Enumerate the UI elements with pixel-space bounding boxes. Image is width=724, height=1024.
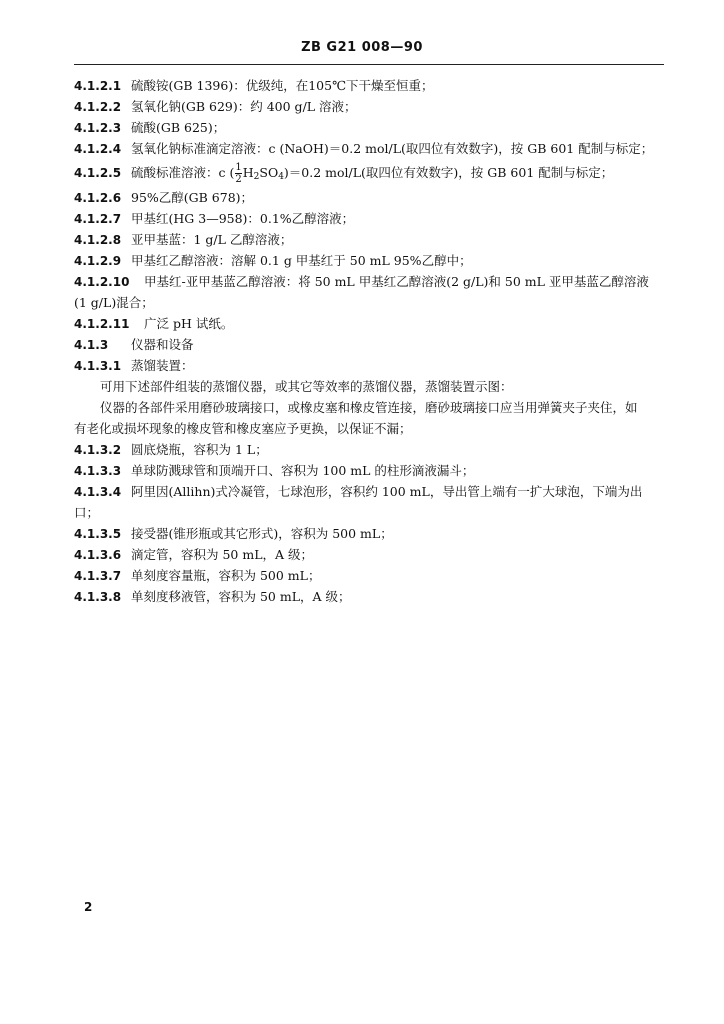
clause-number: 4.1.2.3: [74, 121, 122, 135]
clause-4-1-3-7: [74, 565, 666, 586]
paragraph-joints-continuation: 有老化或损坏现象的橡皮管和橡皮塞应予更换，以保证不漏；: [74, 421, 412, 436]
clause-number: 4.1.2.8: [74, 233, 122, 247]
paragraph-joints: 仪器的各部件采用磨砂玻璃接口，或橡皮塞和橡皮管连接，磨砂玻璃接口应当用弹簧夹子夹住，如: [100, 400, 638, 415]
clause-number: 4.1.2.2: [74, 100, 122, 114]
clause-text: 蒸馏装置：: [131, 358, 194, 373]
clause-4-1-3-2: [74, 439, 666, 460]
clause-4-1-2-5: [74, 159, 666, 187]
clause-text: 单刻度移液管，容积为 50 mL，A 级；: [131, 589, 351, 604]
clause-text: 单刻度容量瓶，容积为 500 mL；: [131, 568, 321, 583]
clause-text: 硫酸铵(GB 1396)：优级纯，在105℃下干燥至恒重；: [131, 78, 434, 93]
clause-4-1-2-2: [74, 96, 666, 117]
clause-text: 氢氧化钠(GB 629)：约 400 g/L 溶液；: [131, 99, 357, 114]
clause-4-1-3-8: [74, 586, 666, 607]
clause-text: 接受器(锥形瓶或其它形式)，容积为 500 mL；: [131, 526, 393, 541]
standard-code-header: ZB G21 008—90: [301, 40, 423, 55]
clause-4-1-3-4-continuation: 口；: [74, 505, 100, 520]
document-body: [74, 75, 666, 607]
clause-text-pre: 硫酸标准溶液：c (: [131, 165, 235, 180]
clause-text: 圆底烧瓶，容积为 1 L；: [131, 442, 268, 457]
clause-4-1-2-1: [74, 75, 666, 96]
clause-number: 4.1.2.11: [74, 317, 130, 331]
clause-text: 甲基红-亚甲基蓝乙醇溶液：将 50 mL 甲基红乙醇溶液(2 g/L)和 50 mL 亚甲基蓝乙醇溶液: [144, 274, 649, 289]
clause-number: 4.1.2.6: [74, 191, 122, 205]
clause-text: 硫酸(GB 625)；: [131, 120, 226, 135]
clause-number: 4.1.2.4: [74, 142, 122, 156]
clause-text-post: )＝0.2 mol/L(取四位有效数字)，按 GB 601 配制与标定；: [283, 165, 614, 180]
chem-h: H: [242, 165, 254, 180]
clause-text: 广泛 pH 试纸。: [144, 316, 234, 331]
clause-number: 4.1.3.2: [74, 443, 122, 457]
clause-4-1-2-11: [74, 313, 666, 334]
clause-number: 4.1.3.7: [74, 569, 122, 583]
clause-number: 4.1.3.6: [74, 548, 122, 562]
clause-4-1-2-10-continuation: (1 g/L)混合；: [74, 295, 154, 310]
chem-subscript: 2: [253, 172, 260, 182]
fraction-numerator: 1: [235, 162, 242, 173]
clause-text: 甲基红(HG 3—958)：0.1%乙醇溶液；: [131, 211, 355, 226]
chem-so: SO: [259, 165, 279, 180]
clause-4-1-2-3: [74, 117, 666, 138]
clause-4-1-3-5: [74, 523, 666, 544]
clause-4-1-2-6: [74, 187, 666, 208]
clause-4-1-2-8: [74, 229, 666, 250]
clause-number: 4.1.2.9: [74, 254, 122, 268]
clause-text: 滴定管，容积为 50 mL，A 级；: [131, 547, 314, 562]
clause-4-1-2-10: [74, 271, 666, 292]
clause-4-1-2-9: [74, 250, 666, 271]
clause-text: 氢氧化钠标准滴定溶液：c (NaOH)＝0.2 mol/L(取四位有效数字)，按 GB 601 配制与标定；: [131, 141, 654, 156]
clause-number: 4.1.3.5: [74, 527, 122, 541]
section-number: 4.1.3: [74, 338, 109, 352]
chem-subscript: 4: [278, 172, 284, 182]
clause-number: 4.1.3.8: [74, 590, 122, 604]
page-number: 2: [84, 900, 93, 914]
clause-4-1-2-4: [74, 138, 666, 159]
clause-4-1-3-1: [74, 355, 666, 376]
clause-number: 4.1.2.7: [74, 212, 122, 226]
clause-number: 4.1.2.1: [74, 79, 122, 93]
clause-text: 阿里因(Allihn)式冷凝管，七球泡形，容积约 100 mL，导出管上端有一扩大球泡，下端为出: [131, 484, 643, 499]
fraction: [235, 162, 241, 185]
paragraph-distillation-apparatus: 可用下述部件组装的蒸馏仪器，或其它等效率的蒸馏仪器，蒸馏装置示图：: [100, 379, 513, 394]
section-4-1-3: [74, 334, 666, 355]
clause-number: 4.1.2.5: [74, 166, 122, 180]
clause-4-1-3-3: [74, 460, 666, 481]
clause-text: 亚甲基蓝：1 g/L 乙醇溶液；: [131, 232, 293, 247]
clause-number: 4.1.3.1: [74, 359, 122, 373]
clause-number: 4.1.2.10: [74, 275, 130, 289]
clause-number: 4.1.3.4: [74, 485, 122, 499]
header-rule: [74, 64, 664, 65]
clause-text: 甲基红乙醇溶液：溶解 0.1 g 甲基红于 50 mL 95%乙醇中；: [131, 253, 472, 268]
fraction-denominator: 2: [235, 174, 242, 185]
section-title: 仪器和设备: [131, 337, 194, 352]
clause-4-1-2-7: [74, 208, 666, 229]
clause-number: 4.1.3.3: [74, 464, 122, 478]
clause-text: 95%乙醇(GB 678)；: [131, 190, 254, 205]
clause-text: 单球防溅球管和顶端开口、容积为 100 mL 的柱形滴液漏斗；: [131, 463, 475, 478]
clause-4-1-3-4: [74, 481, 666, 502]
clause-4-1-3-6: [74, 544, 666, 565]
